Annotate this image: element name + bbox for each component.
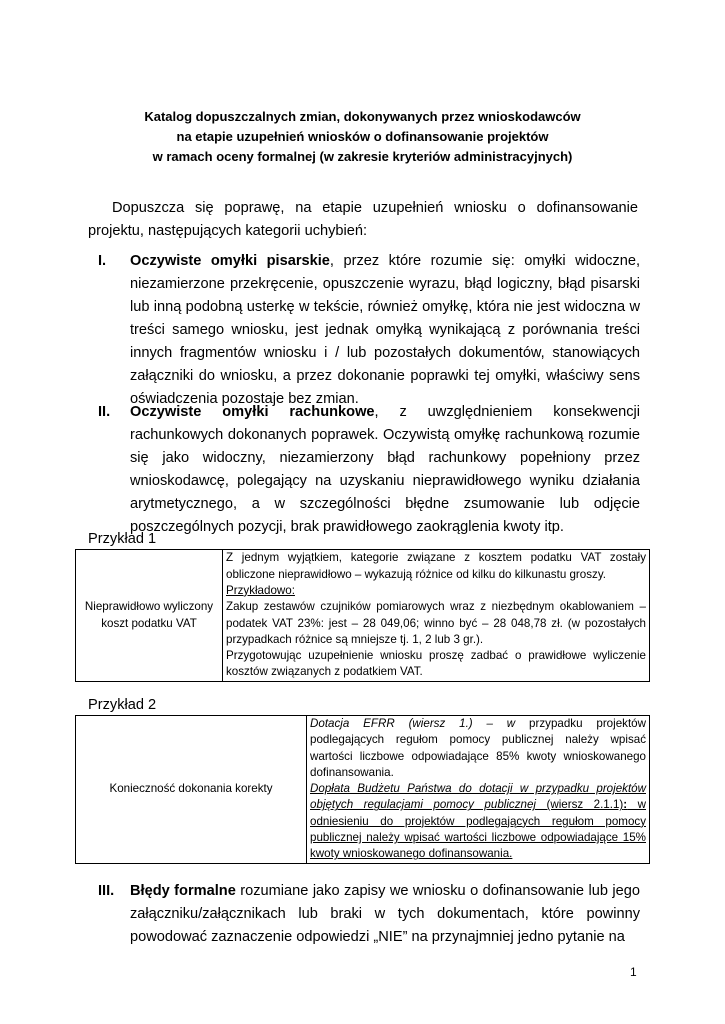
intro-text: Dopuszcza się poprawę, na etapie uzupełnień wniosku o dofinansowanie projektu, następujących kategorii uchybień: [88,200,638,239]
title-line-3: w ramach oceny formalnej (w zakresie kryteriów administracyjnych) [152,149,573,164]
title-line-2: na etapie uzupełnień wniosków o dofinansowanie projektów [176,129,549,144]
section-text: , z uwzględnieniem konsekwencji rachunkowych dokonanych poprawek. Oczywistą omyłkę rachunkową rozumie się jako widoczny, niezamierzony błąd rachunkowy popełniony przez wnioskodawcę, polegający na uzyskaniu nieprawidłowego wyniku działania arytmetycznego, a w szczególności błędne zsumowanie lub odjęcie poszczególnych pozycji, brak prawidłowego zaokrąglenia kwoty itp. [130,404,640,535]
title-line-1: Katalog dopuszczalnych zmian, dokonywanych przez wnioskodawców [144,109,581,124]
example-1-para-4: Przygotowując uzupełnienie wniosku proszę zadbać o prawidłowe wyliczenie kosztów związanych z podatkiem VAT. [226,649,646,679]
example-2-para-2-colon: : [623,798,628,812]
example-1-para-3: Zakup zestawów czujników pomiarowych wraz z niezbędnym okablowaniem – podatek VAT 23%: jest – 28 049,06; winno być – 28 048,78 zł. (w pozostałych przypadkach różnice są mniejsze tj. 1, 2 lub 3 gr.). [226,600,646,646]
section-heading: Błędy formalne [130,883,236,899]
section-2 [88,401,640,539]
example-2-para-1-italic: Dotacja EFRR (wiersz 1.) – w [310,717,516,730]
example-1-category: Nieprawidłowo wyliczony koszt podatku VAT [76,550,223,682]
section-number: I. [98,253,107,269]
section-1 [88,250,640,411]
page-number: 1 [630,965,637,979]
example-2-para-1-rest: przypadku projektów podlegających regułom pomocy publicznej należy wpisać wartości liczbowe odpowiadające 85% kwoty wnioskowanego dofinansowania. [310,717,646,779]
section-text: , przez które rozumie się: omyłki widoczne, niezamierzone przekręcenie, opuszczenie wyrazu, błąd logiczny, błąd pisarski lub inną podobną usterkę w tekście, również omyłkę, która nie jest widoczna w treści samego wniosku, jest jednak omyłką wynikającą z porównania treści innych fragmentów wniosku i / lub pozostałych dokumentów, stanowiących załączniki do wniosku, a przez dokonanie poprawki tej omyłki, właściwy sens oświadczenia pozostaje bez zmian. [130,253,641,407]
section-number: III. [98,883,115,899]
example-2-category: Konieczność dokonania korekty [76,716,307,864]
example-2-description [307,716,650,864]
example-2-para-2 [310,781,646,862]
section-body [130,250,640,411]
section-3 [88,880,640,949]
document-title [0,107,725,167]
section-number: II. [98,404,111,420]
example-1-description [223,550,650,682]
section-heading: Oczywiste omyłki rachunkowe [130,404,375,420]
example-1-para-2: Przykładowo: [226,583,295,597]
example-2-para-1 [310,716,646,781]
section-body [130,880,640,949]
example-2-para-2-italic: Dopłata Budżetu Państwa do dotacji w przypadku projektów objętych regulacjami pomocy publicznej [310,782,646,812]
example-1-para-1: Z jednym wyjątkiem, kategorie związane z kosztem podatku VAT zostały obliczone nieprawidłowo – wykazują różnice od kilku do kilkunastu groszy. [226,551,646,581]
example-2-para-2-mid: (wiersz 2.1.1) [536,798,624,812]
section-text: rozumiane jako zapisy we wniosku o dofinansowanie lub jego załączniku/załącznikach lub braki w tych dokumentach, które powinny powodować zaznaczenie odpowiedzi „NIE” na przynajmniej jedno pytanie na [130,883,640,945]
example-2-para-2-rest: w odniesieniu do projektów podlegających regułom pomocy publicznej należy wpisać wartości liczbowe odpowiadające 15% kwoty wnioskowanego dofinansowania. [310,798,646,861]
example-1-table [75,549,650,682]
section-body [130,401,640,539]
section-heading: Oczywiste omyłki pisarskie [130,253,330,269]
example-1-label: Przykład 1 [88,531,157,547]
example-2-label: Przykład 2 [88,697,157,713]
example-2-table [75,715,650,864]
intro-paragraph [88,197,638,243]
